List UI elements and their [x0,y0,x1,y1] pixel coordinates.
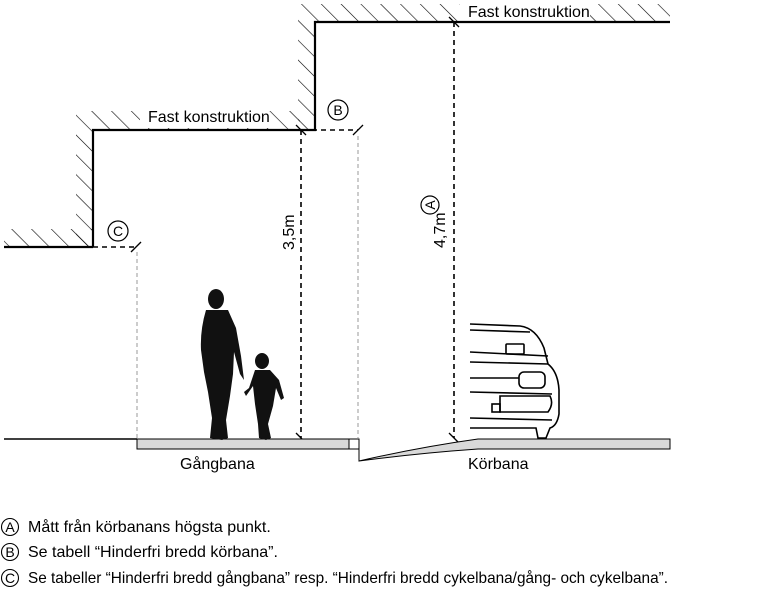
curb [349,439,359,449]
label-height-b: 3,5m [281,214,298,250]
marker-c-letter: C [112,223,124,239]
label-fast-konstruktion-top: Fast konstruktion [468,4,590,21]
structure-top [298,2,670,130]
note-b-text: Se tabell “Hinderfri bredd körbana”. [28,544,278,561]
note-a [2,518,271,536]
marker-b-letter: B [333,102,343,118]
note-c-marker: C [4,570,16,586]
label-height-a: 4,7m [432,212,449,248]
note-a-text: Mått från körbanans högsta punkt. [28,519,271,536]
car [470,324,559,438]
notes [2,518,696,587]
note-c-text: Se tabeller “Hinderfri bredd gångbana” resp. “Hinderfri bredd cykelbana/gång- och cykelbana”. [28,570,696,587]
marker-a [421,196,439,214]
pedestrian-adult [201,289,244,440]
marker-a-letter: A [422,200,438,210]
note-b [2,544,278,562]
note-c [2,569,696,587]
marker-b [328,100,348,120]
sidewalk [137,439,349,449]
label-gangbana: Gångbana [180,456,255,473]
note-a-marker: A [5,519,15,535]
note-b-marker: B [5,544,15,560]
label-fast-konstruktion-mid: Fast konstruktion [148,109,270,126]
label-korbana: Körbana [468,456,529,473]
structure-low [4,229,93,247]
ground [4,439,670,461]
marker-c [108,221,128,241]
pedestrian-child [244,353,284,440]
